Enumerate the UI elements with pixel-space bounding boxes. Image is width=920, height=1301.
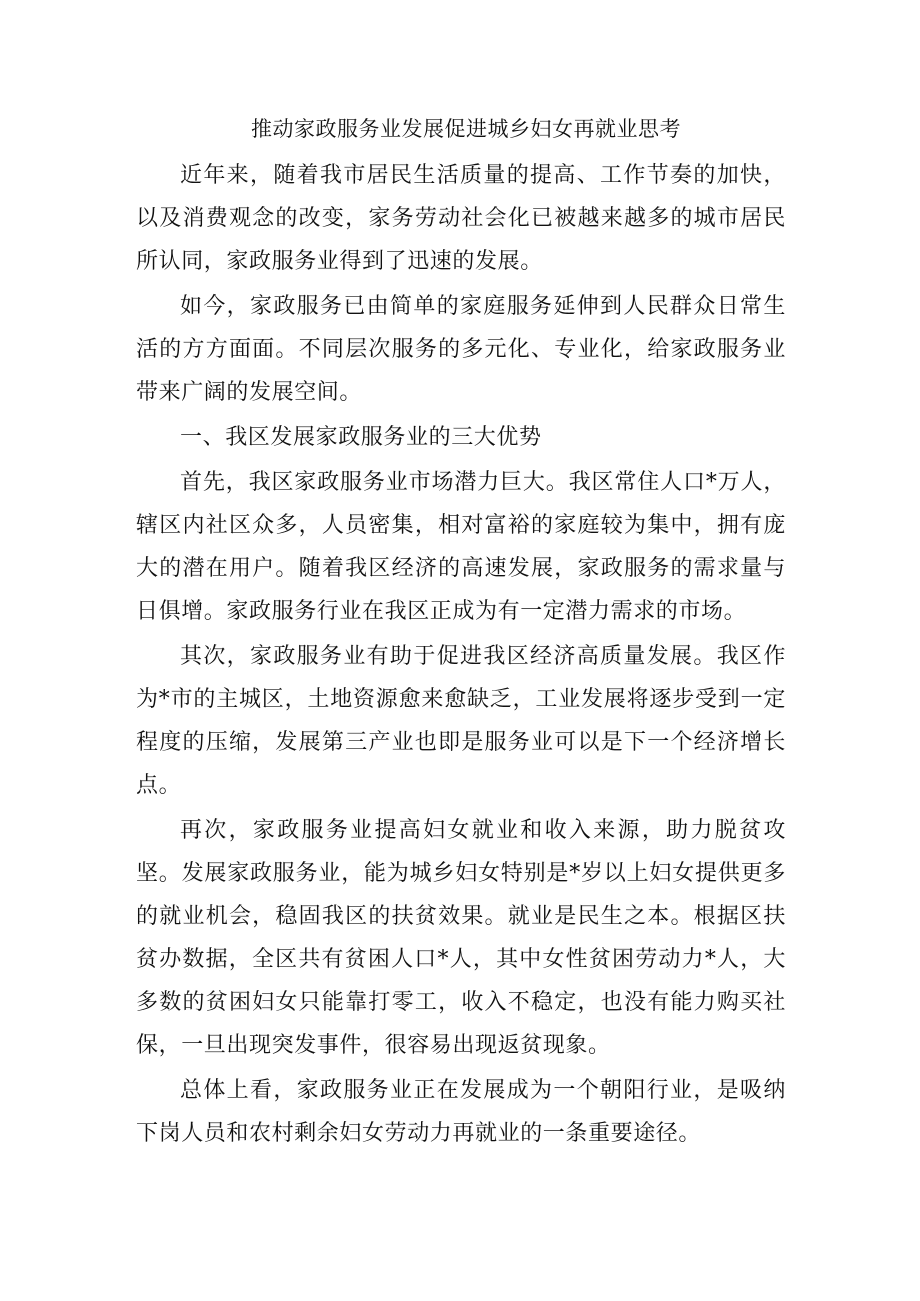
paragraph-summary: 总体上看，家政服务业正在发展成为一个朝阳行业，是吸纳下岗人员和农村剩余妇女劳动力再就业的一条重要途径。 [136, 1078, 786, 1146]
paragraph-scope: 如今，家政服务已由简单的家庭服务延伸到人民群众日常生活的方方面面。不同层次服务的多元化、专业化，给家政服务业带来广阔的发展空间。 [136, 294, 786, 405]
section-heading-advantages: 一、我区发展家政服务业的三大优势 [180, 425, 542, 450]
paragraph-intro: 近年来，随着我市居民生活质量的提高、工作节奏的加快，以及消费观念的改变，家务劳动社会化已被越来越多的城市居民所认同，家政服务业得到了迅速的发展。 [136, 163, 786, 274]
document-page [136, 104, 786, 1157]
paragraph-third-advantage: 再次，家政服务业提高妇女就业和收入来源，助力脱贫攻坚。发展家政服务业，能为城乡妇女特别是*岁以上妇女提供更多的就业机会，稳固我区的扶贫效果。就业是民生之本。根据区扶贫办数据，全区共有贫困人口*人，其中女性贫困劳动力*人，大多数的贫困妇女只能靠打零工，收入不稳定，也没有能力购买社保，一旦出现突发事件，很容易出现返贫现象。 [136, 818, 786, 1058]
document-title: 推动家政服务业发展促进城乡妇女再就业思考 [251, 117, 681, 141]
paragraph-second-advantage: 其次，家政服务业有助于促进我区经济高质量发展。我区作为*市的主城区，土地资源愈来愈缺乏，工业发展将逐步受到一定程度的压缩，发展第三产业也即是服务业可以是下一个经济增长点。 [136, 644, 786, 798]
paragraph-first-advantage: 首先，我区家政服务业市场潜力巨大。我区常住人口*万人，辖区内社区众多，人员密集，相对富裕的家庭较为集中，拥有庞大的潜在用户。随着我区经济的高速发展，家政服务的需求量与日俱增。家政服务行业在我区正成为有一定潜力需求的市场。 [136, 470, 786, 624]
